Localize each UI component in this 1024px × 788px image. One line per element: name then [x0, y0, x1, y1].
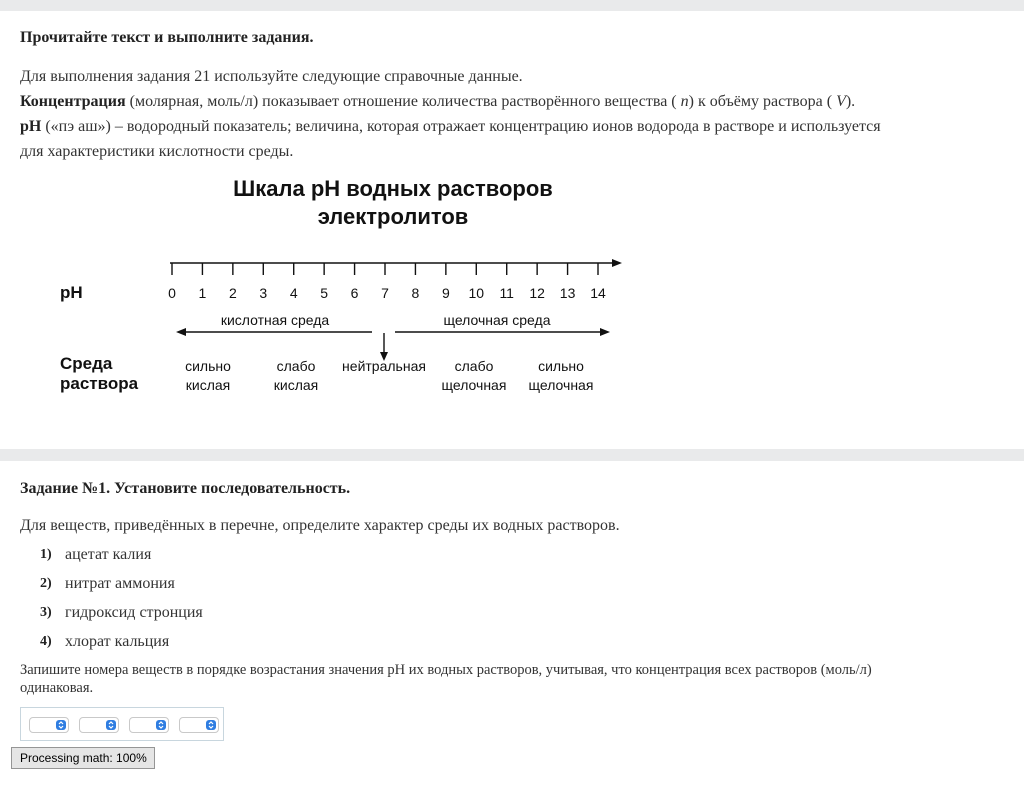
list-item: гидроксид стронция: [65, 604, 203, 621]
select-chevron-icon: [106, 720, 116, 730]
acid-label: кислотная среда: [220, 312, 330, 328]
list-item-number: 3): [40, 605, 52, 620]
list-item: хлорат кальция: [65, 633, 170, 650]
medium-weak-acid-1: слабо: [276, 358, 316, 374]
answer-select-2[interactable]: [79, 717, 119, 733]
answer-instruction-cont: одинаковая.: [20, 680, 94, 696]
concentration-v: V: [836, 93, 846, 110]
scale-tick-label-12: 12: [529, 285, 545, 301]
answer-instruction: Запишите номера веществ в порядке возрастания значения pH их водных растворов, учитывая, что концентрация всех растворов (моль/л): [20, 662, 872, 678]
scale-tick-label-3: 3: [259, 285, 268, 301]
list-item: нитрат аммония: [65, 575, 175, 592]
row-label-medium-1: Среда: [60, 354, 113, 373]
ph-definition-cont: для характеристики кислотности среды.: [20, 143, 294, 160]
select-chevron-icon: [156, 720, 166, 730]
scale-axis-arrowhead: [612, 259, 622, 267]
list-item-number: 2): [40, 576, 52, 591]
scale-tick-label-9: 9: [441, 285, 450, 301]
scale-tick-label-11: 11: [499, 285, 514, 301]
scale-tick-label-5: 5: [320, 285, 329, 301]
scale-tick-label-7: 7: [381, 285, 389, 301]
ph-text: («пэ аш») – водородный показатель; величина, которая отражает концентрацию ионов водорода в растворе и используется: [41, 118, 881, 135]
row-label-medium-2: раствора: [60, 374, 139, 393]
medium-strong-base-2: щелочная: [528, 377, 594, 393]
medium-weak-acid-2: кислая: [273, 377, 319, 393]
task-heading: Задание №1. Установите последовательность.: [20, 480, 351, 497]
answer-box: [20, 707, 224, 741]
concentration-definition: [20, 93, 855, 111]
scale-tick-label-13: 13: [559, 285, 576, 301]
concentration-text-a: (молярная, моль/л) показывает отношение количества растворённого вещества (: [125, 93, 681, 110]
chart-title-line2: электролитов: [317, 204, 469, 229]
medium-weak-base-2: щелочная: [441, 377, 507, 393]
scale-tick-label-10: 10: [468, 285, 485, 301]
list-item-number: 4): [40, 634, 52, 649]
answer-select-4[interactable]: [179, 717, 219, 733]
ph-definition: [20, 118, 881, 136]
scale-tick-label-2: 2: [228, 285, 237, 301]
reading-heading: Прочитайте текст и выполните задания.: [20, 29, 314, 46]
scale-tick-label-1: 1: [198, 285, 207, 301]
select-chevron-icon: [56, 720, 66, 730]
scale-tick-label-8: 8: [411, 285, 420, 301]
select-chevron-icon: [206, 720, 216, 730]
concentration-term: Концентрация: [20, 93, 126, 110]
ph-scale-diagram: [0, 161, 680, 401]
medium-neutral: нейтральная: [342, 358, 426, 374]
answer-select-3[interactable]: [129, 717, 169, 733]
task-instruction: Для веществ, приведённых в перечне, определите характер среды их водных растворов.: [20, 517, 620, 534]
scale-ticks: [168, 263, 606, 301]
medium-strong-acid-1: сильно: [185, 358, 231, 374]
list-item: ацетат калия: [65, 546, 152, 563]
medium-weak-base-1: слабо: [454, 358, 494, 374]
list-item-number: 1): [40, 547, 52, 562]
scale-tick-label-4: 4: [289, 285, 298, 301]
base-arrowhead: [600, 328, 610, 336]
processing-math-status: Processing math: 100%: [11, 747, 155, 769]
base-label: щелочная среда: [443, 312, 551, 328]
scale-tick-label-14: 14: [590, 285, 606, 301]
answer-select-1[interactable]: [29, 717, 69, 733]
reading-panel: [0, 11, 1024, 449]
medium-strong-base-1: сильно: [538, 358, 584, 374]
scale-tick-label-6: 6: [350, 285, 359, 301]
intro-text: Для выполнения задания 21 используйте следующие справочные данные.: [20, 68, 523, 85]
medium-strong-acid-2: кислая: [185, 377, 231, 393]
task-panel: [0, 461, 1024, 788]
scale-tick-label-0: 0: [168, 285, 176, 301]
row-label-ph: pH: [60, 283, 83, 302]
concentration-text-c: ).: [845, 93, 856, 110]
concentration-text-b: ) к объёму раствора (: [688, 93, 837, 110]
ph-term: pH: [20, 118, 42, 135]
chart-title-line1: Шкала pH водных растворов: [233, 176, 553, 201]
concentration-n: n: [680, 93, 689, 110]
acid-arrowhead: [176, 328, 186, 336]
